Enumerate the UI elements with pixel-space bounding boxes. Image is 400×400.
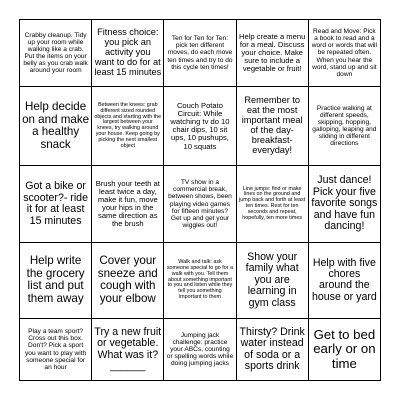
bingo-cell[interactable]: Crabby cleanup. Tidy up your room while walking like a crab. Put the items on your belly as you crab walk around your room <box>20 20 92 87</box>
bingo-cell[interactable]: Practice walking at different speeds, skipping, hopping, galloping, leaping and sliding in different directions <box>308 86 380 165</box>
bingo-cell[interactable]: Help with five chores around the house or yard <box>308 242 380 318</box>
bingo-cell[interactable]: Help create a menu for a meal. Discuss your choice. Make sure to include a vegetable or fruit! <box>236 20 308 87</box>
bingo-cell[interactable]: Cover your sneeze and cough with your elbow <box>92 242 164 318</box>
bingo-row-4 <box>20 242 381 318</box>
bingo-row-1 <box>20 20 381 87</box>
bingo-cell[interactable]: Remember to eat the most important meal of the day- breakfast- everyday! <box>236 86 308 165</box>
bingo-row-2 <box>20 86 381 165</box>
bingo-cell[interactable]: Try a new fruit or vegetable. What was it? ______ <box>92 319 164 381</box>
bingo-row-5 <box>20 319 381 381</box>
bingo-cell[interactable]: Help decide on and make a healthy snack <box>20 86 92 165</box>
bingo-cell[interactable]: Line jumps: find or make lines on the ground and jump back and forth at least ten times. Rest for ten seconds and repeat, hopefully, ten more times <box>236 166 308 242</box>
bingo-row-3 <box>20 166 381 242</box>
bingo-cell[interactable]: Help write the grocery list and put them away <box>20 242 92 318</box>
bingo-cell[interactable]: Play a team sport? Cross out this box. Don't? Pick a sport you want to play with someone special for an hour <box>20 319 92 381</box>
bingo-board <box>19 19 381 381</box>
bingo-cell[interactable]: Between the knees: grab different sized rounded objects and starting with the largest between your knees, try walking around your house. Keep going by picking the next smallest object <box>92 86 164 165</box>
bingo-cell[interactable]: Ten for Ten for Ten: pick ten different moves, do each move ten times and try to do this cycle ten times! <box>164 20 236 87</box>
bingo-cell[interactable]: Got a bike or scooter?- ride it for at least 15 minutes <box>20 166 92 242</box>
bingo-cell[interactable]: Jumping jack challenge: practice your ABCs, counting or spelling words while doing jumping jacks <box>164 319 236 381</box>
bingo-cell[interactable]: Get to bed early or on time <box>308 319 380 381</box>
bingo-cell[interactable]: Just dance! Pick your five favorite songs and have fun dancing! <box>308 166 380 242</box>
bingo-cell[interactable]: Thirsty? Drink water instead of soda or a sports drink <box>236 319 308 381</box>
bingo-cell[interactable]: TV show in a commercial break, between shows, been playing video games for fifteen minutes? Get up and get your wiggles out! <box>164 166 236 242</box>
bingo-cell[interactable]: Fitness choice: you pick an activity you want to do for at least 15 minutes <box>92 20 164 87</box>
bingo-cell[interactable]: Read and Move: Pick a book to read and a word or words that will be repeated often. When you hear the word, stand up and sit down <box>308 20 380 87</box>
bingo-cell[interactable]: Show your family what you are learning in gym class <box>236 242 308 318</box>
bingo-cell[interactable]: Walk and talk: ask someone special to go for a walk with you. Tell them about something important to you and listen while they tell you something important to them <box>164 242 236 318</box>
bingo-cell[interactable]: Couch Potato Circuit: While watching tv do 10 chair dips, 10 sit ups, 10 pushups, 10 squats <box>164 86 236 165</box>
bingo-cell[interactable]: Brush your teeth at least twice a day, make it fun, move your hips in the same direction as the brush <box>92 166 164 242</box>
bingo-grid <box>19 19 381 381</box>
